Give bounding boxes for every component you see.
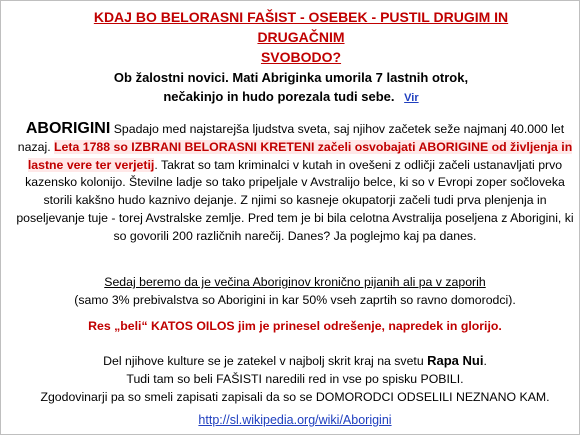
rapa-nui-line-2: Tudi tam so beli FAŠISTI naredili red in vse po spisku POBILI. bbox=[126, 371, 464, 386]
intro-line-1: Ob žalostni novici. Mati Abriginka umorila 7 lastnih otrok, bbox=[113, 70, 469, 85]
title-line-1: KDAJ BO BELORASNI FAŠIST - OSEBEK - PUSTIL DRUGIM IN DRUGAČNIM bbox=[93, 9, 509, 45]
intro-line-2: nečakinjo in hudo porezala tudi sebe. bbox=[163, 89, 395, 104]
title-line-2: SVOBODO? bbox=[260, 49, 342, 65]
source-link-vir[interactable]: Vir bbox=[404, 92, 419, 104]
rapa-nui-paragraph bbox=[15, 352, 575, 406]
rapa-nui-line-1b: . bbox=[483, 354, 487, 368]
intro-text bbox=[81, 68, 501, 108]
paragraph-lead-word: ABORIGINI bbox=[25, 120, 111, 137]
page-title bbox=[61, 7, 541, 67]
statistics-paragraph bbox=[15, 273, 575, 309]
rapa-nui-line-3: Zgodovinarji pa so smeli zapisati zapisali da so se DOMORODCI ODSELILI NEZNANO KAM. bbox=[40, 389, 550, 404]
wikipedia-link[interactable]: http://sl.wikipedia.org/wiki/Aborigini bbox=[198, 413, 392, 427]
statistics-line-1: Sedaj beremo da je večina Aboriginov kronično pijanih ali pa v zaporih bbox=[104, 275, 486, 289]
rapa-nui-bold: Rapa Nui bbox=[427, 353, 484, 368]
rapa-nui-line-1a: Del njihove kulture se je zatekel v najbolj skrit kraj na svetu bbox=[103, 354, 428, 368]
paragraph-text-a: Spadajo med najstarejša ljudstva sveta, saj njihov začetek seže najmanj 40.000 let nazaj. bbox=[17, 122, 565, 154]
paragraph-text-b: . Takrat so tam kriminalci v kutah in ovešeni z odličji začeli ustanavljati prvo kazensko kolonijo. Številne ladje so tako pripeljale v Avstralijo belce, ki so v Evropi zoper sočloveka storili kakšno hudo kaznivo dejanje. Z njimi so kasneje okupatorji začeli tudi prva plenjenja in poseljevanje tuje - torej Avstralske zemlje. Pred tem je bi bila celotna Avstralija poseljena z Aborigini, ki so govorili 200 različnih narečij. Danes? Ja poglejmo kaj pa danes. bbox=[16, 157, 574, 243]
highlighted-text: Leta 1788 so IZBRANI BELORASNI KRETENI začeli osvobajati ABORIGINE od življenja in lastne vere ter verjetij bbox=[27, 139, 573, 172]
emphasis-line: Res „beli“ KATOS OILOS jim je prinesel odrešenje, napredek in glorijo. bbox=[88, 319, 502, 333]
statistics-line-2: (samo 3% prebivalstva so Aborigini in kar 50% vseh zaprtih so ravno domorodci). bbox=[74, 293, 516, 307]
main-paragraph bbox=[15, 120, 575, 246]
